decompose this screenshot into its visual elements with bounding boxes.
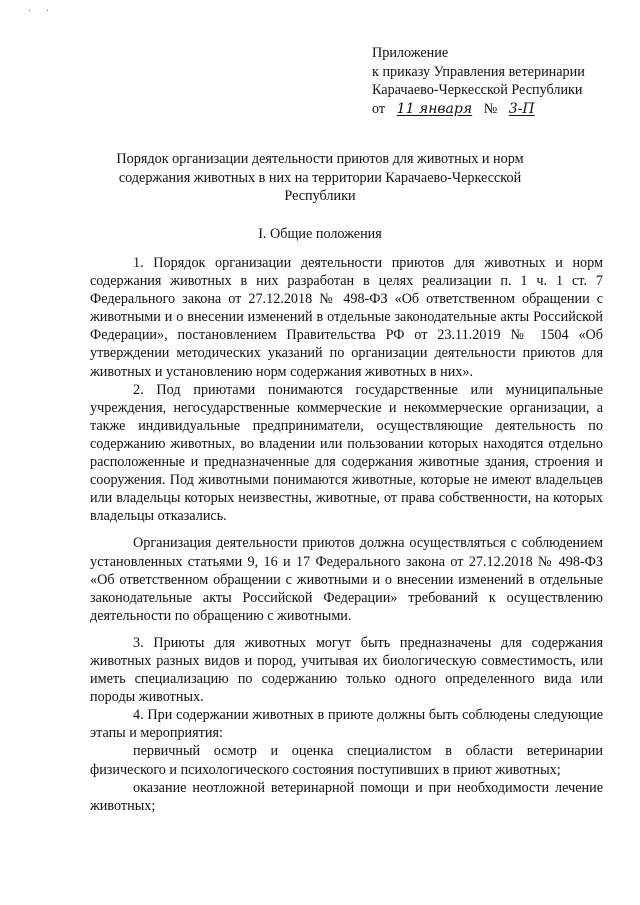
paragraph-6: первичный осмотр и оценка специалистом в области ветеринарии физического и психологического состояния поступивших в приют животных;	[90, 743, 603, 778]
paragraph-5: 4. При содержании животных в приюте должны быть соблюдены следующие этапы и мероприятия:	[90, 707, 603, 742]
document-title: Порядок организации деятельности приютов для животных и норм содержания животных в них на территории Карачаево-Черкесской Республики	[116, 151, 524, 205]
paragraph-2: 2. Под приютами понимаются государственные или муниципальные учреждения, негосударственные коммерческие и некоммерческие организации, а также индивидуальные предприниматели, осуществляющие деятельность по содержанию животных, во владении или пользовании которых находятся отдельно расположенные и предназначенные для содержания животные здания, строения и сооружения. Под животными понимаются животные, которые не имеют владельцев или владельцы которых неизвестны, животные, от права собственности, на которых владельцы отказались.	[90, 381, 603, 525]
appendix-order-line: к приказу Управления ветеринарии	[372, 63, 585, 80]
appendix-title: Приложение	[372, 45, 449, 61]
date-label: от	[372, 100, 386, 117]
appendix-block	[372, 44, 622, 118]
appendix-republic-line: Карачаево-Черкесской Республики	[372, 82, 583, 99]
number-label: №	[483, 100, 498, 117]
appendix-date-line	[372, 100, 622, 119]
paragraph-3: Организация деятельности приютов должна осуществляться с соблюдением установленных статьями 9, 16 и 17 Федерального закона от 27.12.2018 № 498-ФЗ «Об ответственном обращении с животными и о внесении изменений в отдельные законодательные акты Российской Федерации» требований к осуществлению деятельности по обращению с животными.	[90, 535, 603, 624]
document-body	[90, 254, 603, 815]
section-heading: I. Общие положения	[258, 226, 382, 242]
paragraph-7: оказание неотложной ветеринарной помощи и при необходимости лечение животных;	[90, 779, 603, 814]
handwritten-date: 11 января	[396, 100, 473, 117]
paragraph-1: 1. Порядок организации деятельности приютов для животных и норм содержания животных в них разработан в целях реализации п. 1 ч. 1 ст. 7 Федерального закона от 27.12.2018 № 498-ФЗ «Об ответственном обращении с животными и о внесении изменений в отдельные законодательные акты Российской Федерации», постановлением Правительства РФ от 23.11.2019 № 1504 «Об утверждении методических указаний по организации деятельности приютов для животных и установлению норм содержания животных в них».	[90, 255, 603, 380]
scan-marks: · ·	[28, 6, 56, 17]
handwritten-number: 3-П	[508, 100, 535, 117]
paragraph-4: 3. Приюты для животных могут быть предназначены для содержания животных разных видов и пород, учитывая их биологическую совместимость, или иметь специализацию по содержанию только одного определенного вида или породы животных.	[90, 634, 603, 706]
